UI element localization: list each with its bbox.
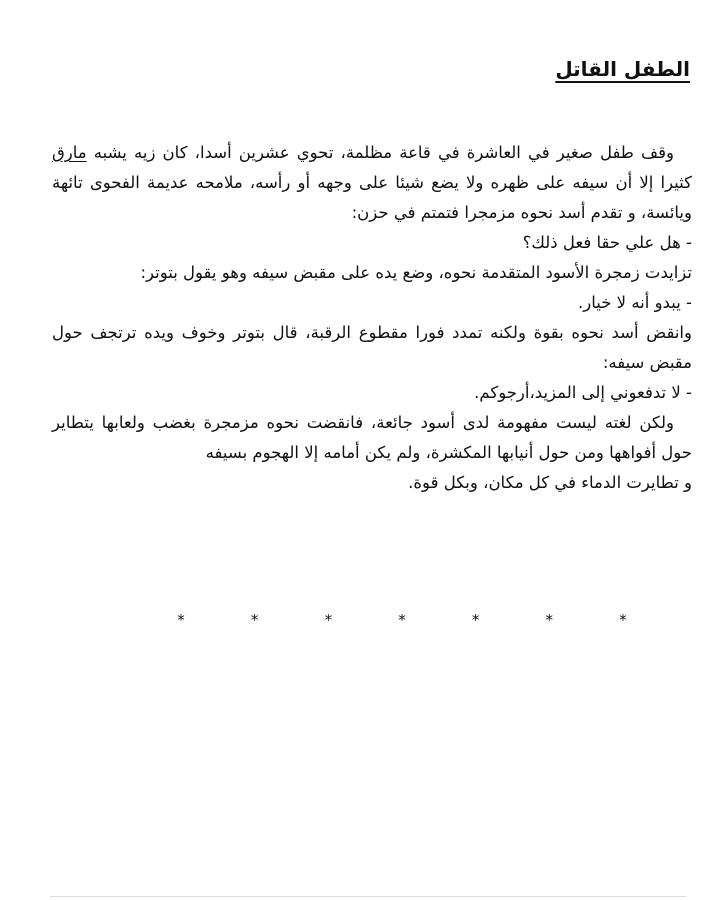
star-separator: * [471,611,480,629]
star-separator: * [324,611,333,629]
star-separator: * [619,611,627,629]
dialogue-line-3: - لا تدفعوني إلى المزيد،أرجوكم. [474,383,692,402]
dialogue-line-1: - هل علي حقا فعل ذلك؟ [522,233,692,252]
paragraph-1-text-after: كثيرا إلا أن سيفه على ظهره ولا يضع شيئا على وجهه أو رأسه، ملامحه عديمة الفحوى تائهة ويائسة، و تقدم أسد نحوه مزمجرا فتمتم في حزن: [52,173,692,222]
star-separator: * [545,611,554,629]
page-bottom-divider [50,896,686,897]
paragraph-3: وانقض أسد نحوه بقوة ولكنه تمدد فورا مقطوع الرقبة، قال بتوتر وخوف ويده ترتجف حول مقبض سيفه: [52,323,692,372]
separator-stars [176,610,628,630]
paragraph-2: تزايدت زمجرة الأسود المتقدمة نحوه، وضع يده على مقبض سيفه وهو يقول بتوتر: [140,263,692,282]
paragraph-4: ولكن لغته ليست مفهومة لدى أسود جائعة، فانقضت نحوه مزمجرة بغضب ولعابها يتطاير حول أفواهها ومن حول أنيابها المكشرة، ولم يكن أمامه إلا الهجوم بسيفه [52,413,692,462]
dialogue-line-2: - يبدو أنه لا خيار. [578,293,692,312]
underlined-word: مارق [52,143,87,162]
story-title: الطفل القاتل [555,57,690,81]
star-separator: * [398,611,406,629]
star-separator: * [250,611,259,629]
paragraph-5: و تطايرت الدماء في كل مكان، وبكل قوة. [408,473,692,492]
story-body [52,138,692,498]
star-separator: * [177,611,185,629]
paragraph-1 [52,138,692,228]
paragraph-1-text-before: وقف طفل صغير في العاشرة في قاعة مظلمة، تحوي عشرين أسدا، كان زيه يشبه [86,143,674,162]
